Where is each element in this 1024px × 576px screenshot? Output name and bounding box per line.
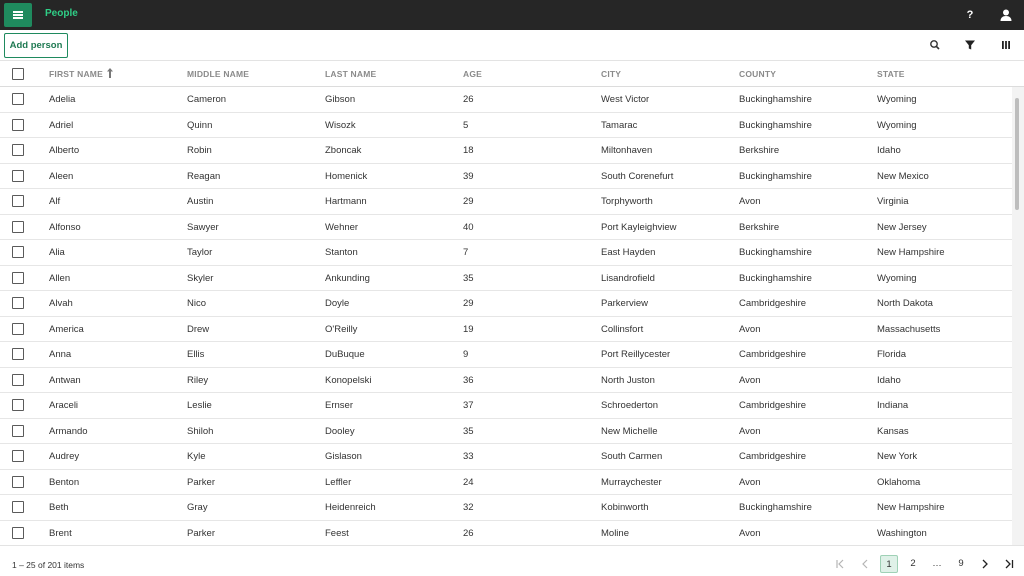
cell-first-name: Beth xyxy=(49,502,69,513)
cell-middle-name: Taylor xyxy=(187,247,213,258)
cell-last-name: Gibson xyxy=(325,94,356,105)
cell-city: Schroederton xyxy=(601,400,659,411)
cell-county: Berkshire xyxy=(739,145,780,156)
row-checkbox[interactable] xyxy=(12,450,24,462)
cell-city: Murraychester xyxy=(601,476,662,488)
cell-middle-name: Drew xyxy=(187,323,210,335)
table-row[interactable] xyxy=(0,266,1012,292)
top-app-bar xyxy=(0,0,1024,30)
prev-page-icon[interactable] xyxy=(857,555,873,573)
table-row[interactable] xyxy=(0,393,1012,419)
page-button-1[interactable]: 1 xyxy=(880,555,898,573)
row-checkbox[interactable] xyxy=(12,93,24,105)
table-row[interactable] xyxy=(0,470,1012,496)
cell-city: South Corenefurt xyxy=(601,170,674,182)
cell-city: East Hayden xyxy=(601,247,656,258)
cell-middle-name: Ellis xyxy=(187,349,205,360)
menu-icon xyxy=(13,11,23,19)
table-row[interactable] xyxy=(0,521,1012,546)
cell-age: 35 xyxy=(463,425,474,437)
cell-state: Wyoming xyxy=(877,272,917,284)
cell-county: Buckinghamshire xyxy=(739,502,812,513)
columns-icon[interactable] xyxy=(999,38,1013,52)
cell-state: New York xyxy=(877,451,918,462)
row-checkbox[interactable] xyxy=(12,374,24,386)
add-person-button[interactable]: Add person xyxy=(4,33,68,58)
cell-county: Cambridgeshire xyxy=(739,349,807,360)
filter-icon[interactable] xyxy=(963,38,977,52)
cell-age: 19 xyxy=(463,323,474,335)
cell-first-name: America xyxy=(49,323,84,335)
cell-middle-name: Austin xyxy=(187,196,214,207)
cell-middle-name: Skyler xyxy=(187,272,214,284)
cell-city: Lisandrofield xyxy=(601,272,655,284)
column-header-last-name[interactable]: LAST NAME xyxy=(325,69,377,79)
cell-county: Avon xyxy=(739,476,761,488)
cell-age: 29 xyxy=(463,298,474,309)
cell-age: 9 xyxy=(463,349,469,360)
cell-state: North Dakota xyxy=(877,298,933,309)
cell-state: Idaho xyxy=(877,145,901,156)
cell-middle-name: Quinn xyxy=(187,119,213,131)
cell-age: 7 xyxy=(463,247,469,258)
table-row[interactable] xyxy=(0,87,1012,113)
cell-first-name: Anna xyxy=(49,349,72,360)
cell-county: Avon xyxy=(739,323,761,335)
column-header-age[interactable]: AGE xyxy=(463,69,483,79)
cell-first-name: Alf xyxy=(49,196,61,207)
table-row[interactable] xyxy=(0,317,1012,343)
cell-city: West Victor xyxy=(601,94,650,105)
cell-city: Torphyworth xyxy=(601,196,653,207)
cell-last-name: Homenick xyxy=(325,170,368,182)
cell-city: North Juston xyxy=(601,374,655,386)
scrollbar-thumb[interactable] xyxy=(1015,98,1019,210)
cell-first-name: Audrey xyxy=(49,451,80,462)
first-page-icon[interactable] xyxy=(832,555,848,573)
cell-state: Washington xyxy=(877,527,927,539)
cell-county: Avon xyxy=(739,196,761,207)
next-page-icon[interactable] xyxy=(977,555,993,573)
table-row[interactable] xyxy=(0,444,1012,470)
cell-first-name: Adelia xyxy=(49,94,76,105)
pagination-footer xyxy=(0,545,1024,576)
cell-county: Cambridgeshire xyxy=(739,400,807,411)
page-button-9[interactable]: 9 xyxy=(958,558,964,569)
cell-county: Avon xyxy=(739,374,761,386)
cell-middle-name: Nico xyxy=(187,298,207,309)
cell-middle-name: Riley xyxy=(187,374,209,386)
cell-middle-name: Shiloh xyxy=(187,425,214,437)
cell-middle-name: Parker xyxy=(187,527,215,539)
cell-county: Cambridgeshire xyxy=(739,451,807,462)
cell-last-name: Feest xyxy=(325,527,349,539)
cell-age: 26 xyxy=(463,527,474,539)
cell-county: Buckinghamshire xyxy=(739,272,812,284)
cell-city: Port Kayleighview xyxy=(601,221,677,233)
row-checkbox[interactable] xyxy=(12,425,24,437)
cell-first-name: Alfonso xyxy=(49,221,81,233)
cell-city: Moline xyxy=(601,527,629,539)
cell-last-name: DuBuque xyxy=(325,349,365,360)
cell-first-name: Alvah xyxy=(49,298,73,309)
table-row[interactable] xyxy=(0,495,1012,521)
row-checkbox[interactable] xyxy=(12,399,24,411)
cell-county: Cambridgeshire xyxy=(739,298,807,309)
table-row[interactable] xyxy=(0,291,1012,317)
column-header-first-name[interactable]: FIRST NAME xyxy=(49,69,103,79)
cell-last-name: Hartmann xyxy=(325,196,367,207)
cell-city: Tamarac xyxy=(601,119,638,131)
row-checkbox[interactable] xyxy=(12,272,24,284)
cell-last-name: Wehner xyxy=(325,221,359,233)
cell-city: Kobinworth xyxy=(601,502,649,513)
cell-age: 5 xyxy=(463,119,469,131)
cell-state: Massachusetts xyxy=(877,323,941,335)
cell-middle-name: Leslie xyxy=(187,400,212,411)
cell-city: New Michelle xyxy=(601,425,658,437)
column-header-state[interactable]: STATE xyxy=(877,69,905,79)
cell-first-name: Adriel xyxy=(49,119,74,131)
row-checkbox[interactable] xyxy=(12,527,24,539)
cell-state: Virginia xyxy=(877,196,909,207)
column-header-middle-name[interactable]: MIDDLE NAME xyxy=(187,69,250,79)
cell-city: Miltonhaven xyxy=(601,145,653,156)
last-page-icon[interactable] xyxy=(1001,555,1017,573)
cell-county: Buckinghamshire xyxy=(739,119,812,131)
cell-last-name: O'Reilly xyxy=(325,323,358,335)
row-checkbox[interactable] xyxy=(12,348,24,360)
cell-middle-name: Parker xyxy=(187,476,215,488)
table-header xyxy=(0,61,1024,87)
cell-age: 37 xyxy=(463,400,474,411)
table-row[interactable] xyxy=(0,164,1012,190)
row-checkbox[interactable] xyxy=(12,221,24,233)
cell-age: 29 xyxy=(463,196,474,207)
row-checkbox[interactable] xyxy=(12,246,24,258)
row-checkbox[interactable] xyxy=(12,144,24,156)
cell-age: 33 xyxy=(463,451,474,462)
sort-ascending-icon[interactable] xyxy=(106,67,114,79)
cell-county: Buckinghamshire xyxy=(739,94,812,105)
row-checkbox[interactable] xyxy=(12,476,24,488)
row-checkbox[interactable] xyxy=(12,170,24,182)
help-icon[interactable]: ? xyxy=(966,9,974,21)
table-row[interactable] xyxy=(0,189,1012,215)
column-header-county[interactable]: COUNTY xyxy=(739,69,777,79)
cell-city: Collinsfort xyxy=(601,323,644,335)
table-row[interactable] xyxy=(0,240,1012,266)
cell-first-name: Brent xyxy=(49,527,72,539)
cell-first-name: Aleen xyxy=(49,170,74,182)
cell-county: Buckinghamshire xyxy=(739,247,812,258)
table-row[interactable] xyxy=(0,419,1012,445)
cell-county: Berkshire xyxy=(739,221,780,233)
cell-last-name: Ernser xyxy=(325,400,353,411)
cell-last-name: Wisozk xyxy=(325,119,356,131)
search-icon[interactable] xyxy=(928,38,942,52)
cell-last-name: Dooley xyxy=(325,425,355,437)
cell-first-name: Armando xyxy=(49,425,88,437)
cell-first-name: Alia xyxy=(49,247,65,258)
menu-button[interactable] xyxy=(4,3,32,27)
cell-last-name: Leffler xyxy=(325,476,352,488)
cell-middle-name: Sawyer xyxy=(187,221,219,233)
row-checkbox[interactable] xyxy=(12,195,24,207)
cell-city: South Carmen xyxy=(601,451,663,462)
app-title: People xyxy=(45,8,78,19)
cell-county: Buckinghamshire xyxy=(739,170,812,182)
cell-age: 24 xyxy=(463,476,474,488)
cell-age: 18 xyxy=(463,145,474,156)
page-ellipsis[interactable]: … xyxy=(932,558,942,569)
cell-last-name: Stanton xyxy=(325,247,358,258)
cell-age: 35 xyxy=(463,272,474,284)
cell-last-name: Heidenreich xyxy=(325,502,376,513)
row-checkbox[interactable] xyxy=(12,297,24,309)
cell-city: Port Reillycester xyxy=(601,349,671,360)
cell-age: 36 xyxy=(463,374,474,386)
table-row[interactable] xyxy=(0,138,1012,164)
cell-city: Parkerview xyxy=(601,298,648,309)
cell-first-name: Benton xyxy=(49,476,80,488)
cell-county: Avon xyxy=(739,527,761,539)
cell-state: Idaho xyxy=(877,374,901,386)
cell-first-name: Alberto xyxy=(49,145,80,156)
cell-county: Avon xyxy=(739,425,761,437)
cell-first-name: Antwan xyxy=(49,374,81,386)
row-checkbox[interactable] xyxy=(12,501,24,513)
cell-last-name: Konopelski xyxy=(325,374,372,386)
cell-last-name: Gislason xyxy=(325,451,362,462)
cell-middle-name: Reagan xyxy=(187,170,221,182)
cell-middle-name: Robin xyxy=(187,145,212,156)
table-row[interactable] xyxy=(0,215,1012,241)
cell-age: 40 xyxy=(463,221,474,233)
cell-middle-name: Cameron xyxy=(187,94,227,105)
select-all-checkbox[interactable] xyxy=(12,68,24,80)
cell-state: New Mexico xyxy=(877,170,929,182)
cell-state: Indiana xyxy=(877,400,909,411)
cell-state: Kansas xyxy=(877,425,909,437)
cell-state: Wyoming xyxy=(877,119,917,131)
cell-first-name: Araceli xyxy=(49,400,79,411)
cell-middle-name: Kyle xyxy=(187,451,206,462)
items-count: 1 – 25 of 201 items xyxy=(12,560,85,570)
cell-last-name: Doyle xyxy=(325,298,350,309)
cell-state: Florida xyxy=(877,349,907,360)
table-body xyxy=(0,87,1012,545)
cell-middle-name: Gray xyxy=(187,502,208,513)
cell-first-name: Allen xyxy=(49,272,71,284)
cell-age: 32 xyxy=(463,502,474,513)
table-row[interactable] xyxy=(0,342,1012,368)
user-icon[interactable] xyxy=(999,8,1013,22)
cell-age: 26 xyxy=(463,94,474,105)
cell-age: 39 xyxy=(463,170,474,182)
cell-last-name: Zboncak xyxy=(325,145,362,156)
table-row[interactable] xyxy=(0,113,1012,139)
row-checkbox[interactable] xyxy=(12,119,24,131)
row-checkbox[interactable] xyxy=(12,323,24,335)
table-row[interactable] xyxy=(0,368,1012,394)
cell-state: New Jersey xyxy=(877,221,927,233)
cell-state: Wyoming xyxy=(877,94,917,105)
cell-state: Oklahoma xyxy=(877,476,921,488)
cell-state: New Hampshire xyxy=(877,247,945,258)
page-button-2[interactable]: 2 xyxy=(910,558,916,569)
column-header-city[interactable]: CITY xyxy=(601,69,622,79)
cell-last-name: Ankunding xyxy=(325,272,370,284)
cell-state: New Hampshire xyxy=(877,502,945,513)
toolbar xyxy=(0,30,1024,61)
